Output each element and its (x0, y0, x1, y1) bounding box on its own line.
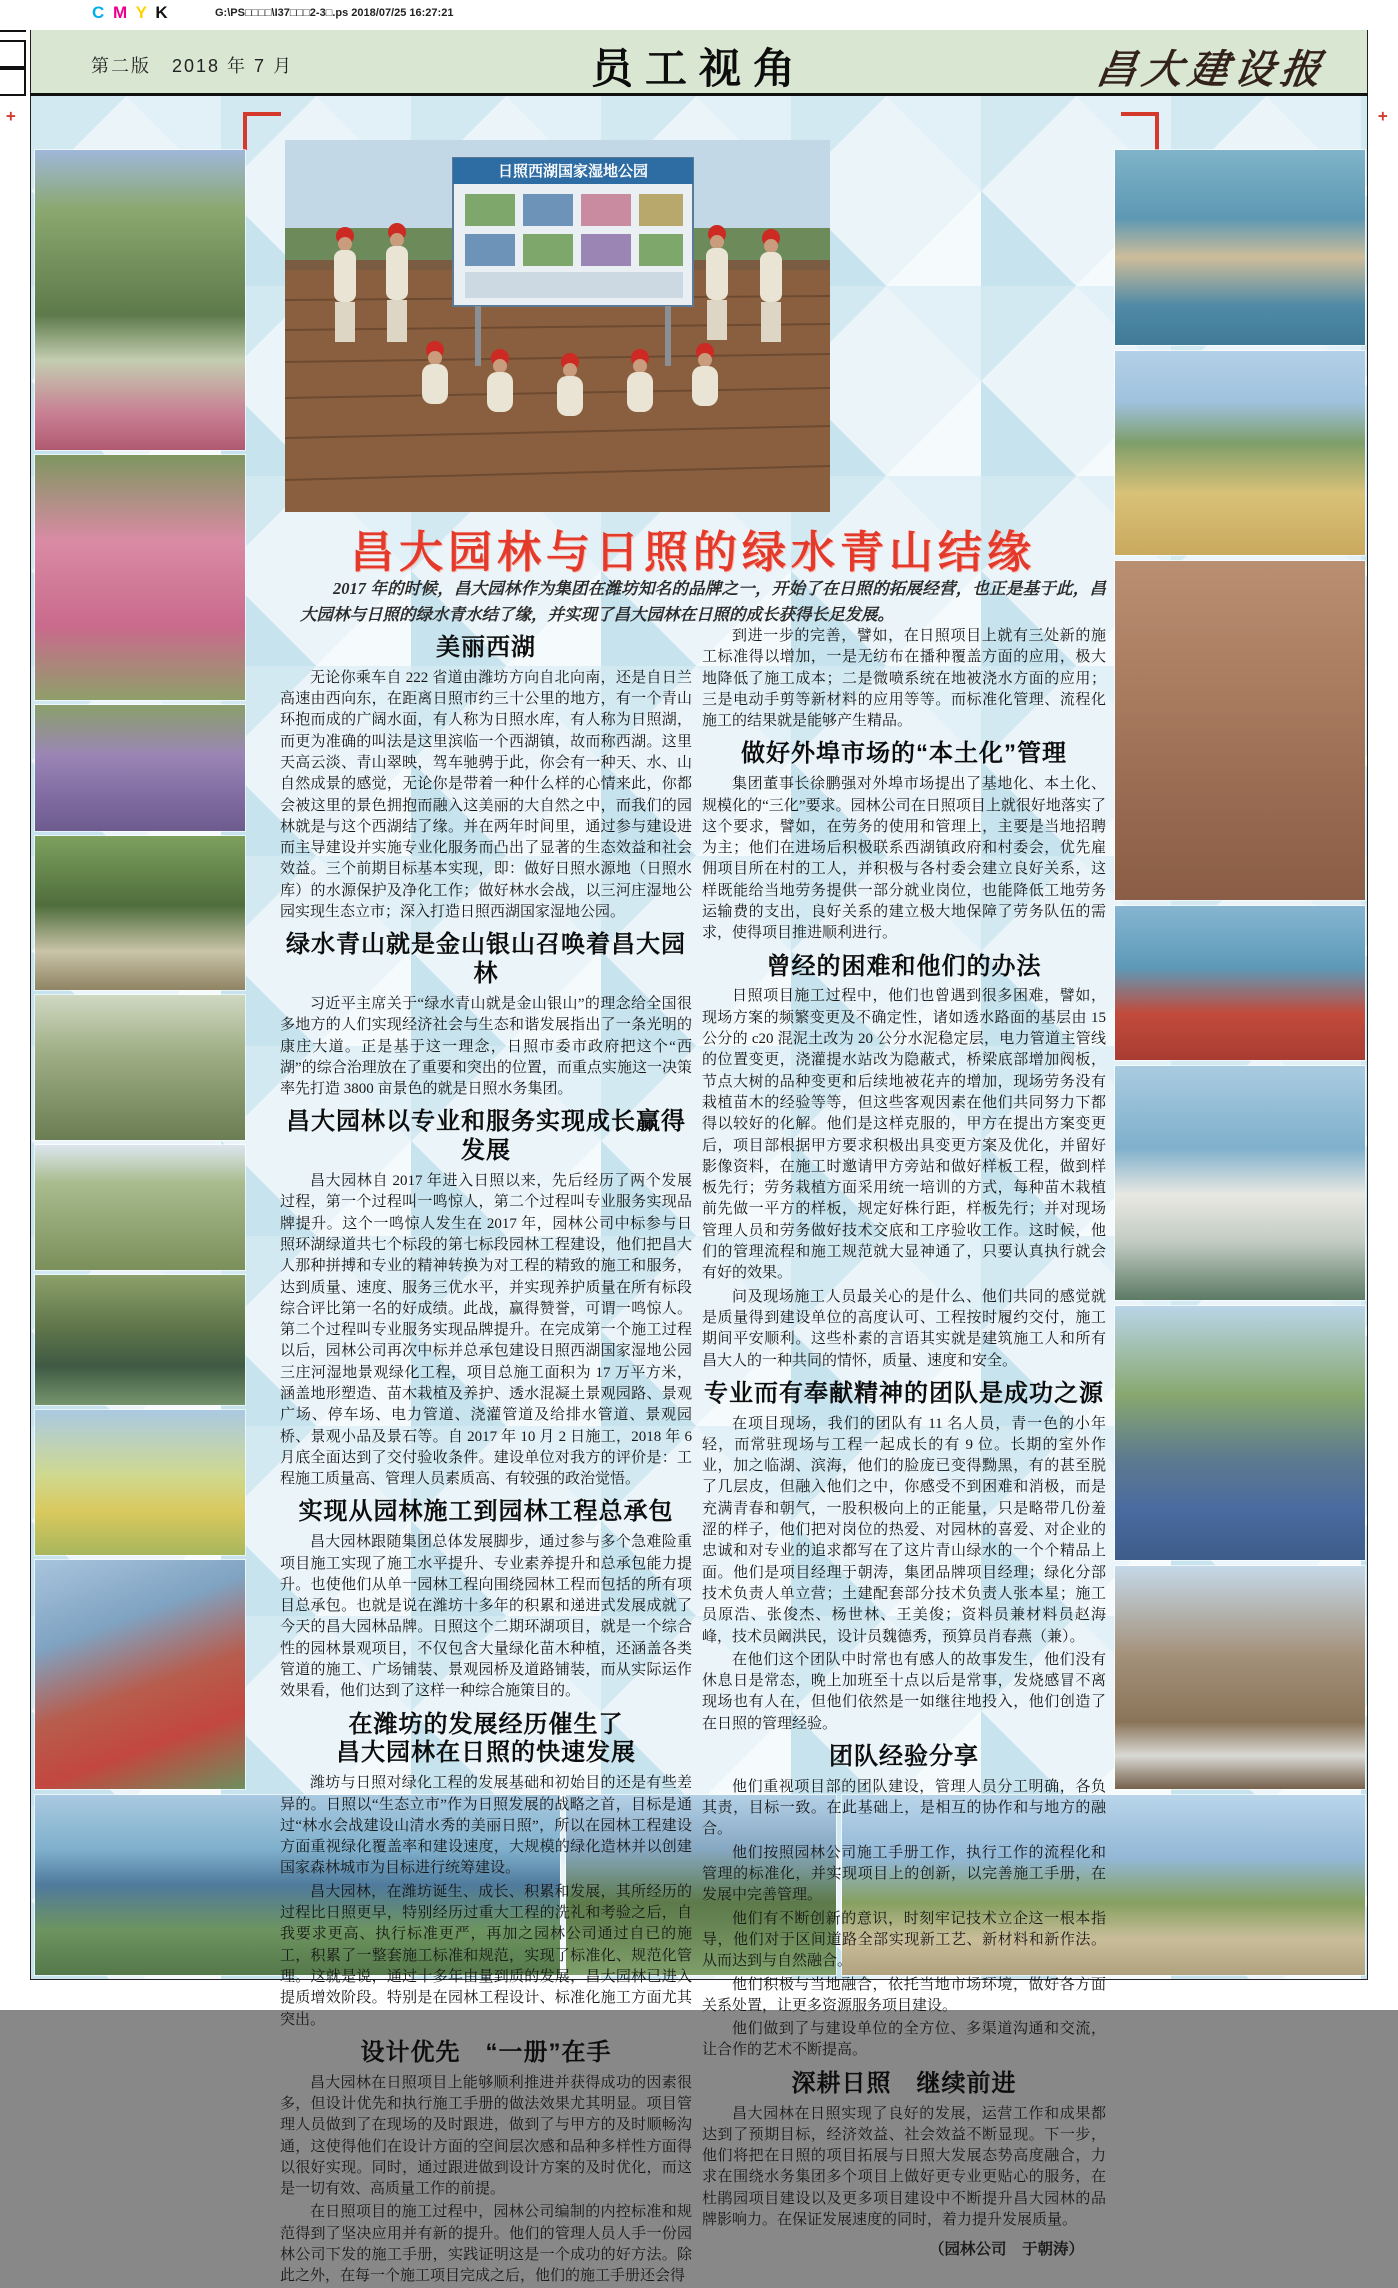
page-header (31, 30, 1367, 93)
body-paragraph: 昌大园林在日照实现了良好的发展，运营工作和成果都达到了预期目标，经济效益、社会效益不断显现。下一步，他们将把在日照的项目拓展与日照大发展态势高度融合，力求在围绕水务集团多个项目上做好更专业更贴心的服务，在杜鹃园项目建设以及更多项目建设中不断提升昌大园林的品牌影响力。在保证发展速度的同时，着力提升发展质量。 (702, 2105, 1106, 2228)
article-byline: （园林公司 于朝涛） (928, 2241, 1084, 2259)
registration-box (0, 68, 26, 96)
body-paragraph: 习近平主席关于“绿水青山就是金山银山”的理念给全国很多地方的人们实现经济社会与生态和谐发展指出了一条光明的康庄大道。正是基于这一理念，日照市委市政府把这个“西湖”的综合治理放在了重要和突出的位置，而重点实施这一决策率先打造 3800 亩景色的就是日照水务集团。 (280, 995, 692, 1098)
cmyk-marks (92, 3, 170, 23)
page-border-right (1367, 30, 1368, 1980)
register-crosshair-left: + (6, 106, 16, 125)
section-heading: 绿水青山就是金山银山召唤着昌大园林 (286, 931, 686, 988)
corner-bracket-right (1121, 112, 1159, 150)
body-paragraph: 昌大园林自 2017 年进入日照以来，先后经历了两个发展过程，第一个过程叫一鸣惊人，第二个过程叫专业服务实现品牌提升。这个一鸣惊人发生在 2017 年，园林公司中标参与日照环湖绿道共七个标段的第七标段园林工程建设，他们把昌大人那种拼搏和专业的精神转换为对工程的精致的施工和服务，达到质量、速度、服务三优水平，并实现养护质量在所有标段综合评比第一名的好成绩。此战，赢得赞誉，可谓一鸣惊人。第二个过程叫专业服务实现品牌提升。在完成第一个施工过程以后，园林公司再次中标并总承包建设日照西湖国家湿地公园三庄河湿地景观绿化工程，项目总施工面积为 17 万平方米，涵盖地形塑造、苗木栽植及养护、透水混凝土景观园路、景观广场、停车场、电力管道、浇灌管道及给排水管道、景观园桥、景观小品及景石等。自 2017 年 10 月 2 日施工，2018 年 6 月底全面达到了交付验收条件。建设单位对我方的评价是：工程施工质量高、管理人员素质高、有较强的政治觉悟。 (280, 1173, 692, 1488)
photo-yellow-meadow (35, 1410, 245, 1555)
body-paragraph: 潍坊与日照对绿化工程的发展基础和初始目的还是有些差异的。日照以“生态立市”作为日照发展的战略之首，目标是通过“林水会战建设山清水秀的美丽日照”，所以在园林工程建设方面重视绿化覆盖率和建设速度，大规模的绿化造林并以创建国家森林城市为目标进行统筹建设。 (280, 1775, 692, 1877)
newspaper-masthead: 昌大建设报 (1093, 46, 1330, 93)
body-paragraph: 日照项目施工过程中，他们也曾遇到很多困难，譬如，现场方案的频繁变更及不确定性，诸如透水路面的基层由 15 公分的 c20 混泥土改为 20 公分水泥稳定层，电力管道主管线的位置变更，浇灌提水站改为隐蔽式，桥梁底部增加阀板，节点大树的品种变更和后续地被花卉的增加，现场劳务没有栽植苗木的经验等等，但这些客观因素在他们共同努力下都得以较好的化解。他们是这样克服的，甲方在提出方案变更后，项目部根据甲方要求积极出具变更方案及优化，并留好影像资料，在施工时邀请甲方旁站和做好样板工程，做到样板先行；劳务栽植方面采用统一培训的方式，每种苗木栽植前先做一平方的样板，规定好株行距，样板先行；并对现场管理人员和劳务做好技术交底和工序验收工作。这时候，他们的管理流程和施工规范就大显神通了，只要认真执行就会有好的效果。 (702, 988, 1106, 1282)
body-paragraph: 他们重视项目部的团队建设，管理人员分工明确，各负其责，目标一致。在此基础上，是相互的协作和与地方的融合。 (702, 1778, 1106, 1838)
yellow-mark: Y (135, 3, 149, 22)
photo-red-path-water (1115, 906, 1365, 1060)
print-control-strip (0, 0, 1398, 28)
file-info: G:\PS□□□□\I37□□□2-3□.ps 2018/07/25 16:27:21 (215, 7, 454, 19)
corner-bracket-left (243, 112, 281, 150)
article-column-left (280, 626, 692, 2285)
section-heading: 曾经的困难和他们的办法 (766, 952, 1042, 980)
photo-red-path-lake (35, 1560, 245, 1789)
body-paragraph: 他们做到了与建设单位的全方位、多渠道沟通和交流，让合作的艺术不断提高。 (702, 2021, 1106, 2059)
date-label: 2018 年 7 月 (172, 56, 294, 76)
section-heading: 专业而有奉献精神的团队是成功之源 (704, 1379, 1104, 1407)
body-paragraph: 昌大园林跟随集团总体发展脚步，通过参与多个急难险重项目施工实现了施工水平提升、专业素养提升和总承包能力提升。也使他们从单一园林工程向围绕园林工程而包括的所有项目总承包。也就是说在潍坊十多年的积累和递进式发展成就了今天的昌大园林品牌。日照这个二期环湖项目，就是一个综合性的园林景观项目，不仅包含大量绿化苗木种植，还涵盖各类管道的施工、广场铺装、景观园桥及道路铺装，而从实际运作效果看，他们达到了这样一种综合施策目的。 (280, 1534, 692, 1700)
cyan-mark: C (92, 3, 107, 22)
page-section-title: 员工视角 (590, 45, 807, 92)
registration-box (0, 40, 26, 68)
section-heading: 团队经验分享 (829, 1743, 979, 1771)
body-paragraph: 集团董事长徐鹏强对外埠市场提出了基地化、本土化、规模化的“三化”要求。园林公司在日照项目上就很好地落实了这个要求，譬如，在劳务的使用和管理上，主要是当地招聘为主；他们在进场后积极联系西湖镇政府和村委会，优先雇佣项目所在村的工人，并积极与各村委会建立良好关系，这样既能给当地劳务提供一部分就业岗位，也能降低工地劳务运输费的支出，良好关系的建立极大地保障了劳务队伍的需求，使得项目推进顺利进行。 (702, 776, 1106, 942)
edition-label: 第二版 (91, 56, 151, 76)
section-heading: 美丽西湖 (436, 634, 536, 661)
photo-park-path-flowers (35, 150, 245, 450)
photo-lavender-rows (35, 705, 245, 831)
register-crosshair-right: + (1378, 106, 1388, 125)
section-heading: 昌大园林以专业和服务实现成长赢得发展 (286, 1108, 686, 1165)
section-heading: 在潍坊的发展经历催生了 昌大园林在日照的快速发展 (336, 1710, 636, 1767)
body-paragraph: 在他们这个团队中时常也有感人的故事发生，他们没有休息日是常态，晚上加班至十点以后是常事，发烧感冒不离现场也有人在，但他们依然是一如继往地投入，他们创造了在日照的管理经验。 (702, 1651, 1106, 1732)
body-paragraph: 他们积极与当地融合，依托当地市场环境，做好各方面关系处置，让更多资源服务项目建设。 (702, 1976, 1106, 2014)
section-heading: 深耕日照 继续前进 (791, 2069, 1017, 2097)
photo-river-aerial (1115, 150, 1365, 345)
body-paragraph: 到进一步的完善，譬如，在日照项目上就有三处新的施工标准得以增加，一是无纺布在播种覆盖方面的应用，极大地降低了施工成本；二是微喷系统在地被浇水方面的应用；三是电动手剪等新材料的应用等等。而标准化管理、流程化施工的结果就是能够产生精品。 (702, 628, 1106, 730)
photo-construction-pillars (1115, 1566, 1365, 1789)
photo-white-weir (1115, 1066, 1365, 1300)
page-border-bottom (30, 1979, 1368, 1980)
photo-wetland-blue-flowers (1115, 1306, 1365, 1560)
photo-young-trees (35, 995, 245, 1140)
body-paragraph: 他们按照园林公司施工手册工作，执行工作的流程化和管理的标准化，并实现项目上的创新，以完善施工手册，在发展中完善管理。 (702, 1844, 1106, 1904)
article-title: 昌大园林与日照的绿水青山结缘 (350, 528, 1036, 577)
group-photo-workers (285, 140, 830, 512)
body-paragraph: 昌大园林，在潍坊诞生、成长、积累和发展，其所经历的过程比日照更早，特别经历过重大工程的洗礼和考验之后，自我要求更高、执行标准更严，再加之园林公司通过自已的施工，积累了一整套施工标准和规范，实现了标准化、规范化管理。这就是说，通过十多年由量到质的发展，昌大园林已进入提质增效阶段。特别是在园林工程设计、标准化施工方面尤其突出。 (280, 1883, 692, 2028)
article-column-right (702, 626, 1106, 2259)
section-heading: 实现从园林施工到园林工程总承包 (298, 1498, 674, 1526)
article-intro: 2017 年的时候，昌大园林作为集团在潍坊知名的品牌之一，开始了在日照的拓展经营，也正是基于此，昌大园林与日照的绿水青水结了缘，并实现了昌大园林在日照的成长获得长足发展。 (300, 579, 1106, 624)
black-mark: K (155, 3, 170, 22)
photo-pond-rocks (35, 1275, 245, 1405)
registration-mark (0, 30, 26, 32)
photo-pink-roses (35, 455, 245, 700)
body-paragraph: 昌大园林在日照项目上能够顺利推进并获得成功的因素很多，但设计优先和执行施工手册的做法效果尤其明显。项目管理人员做到了在现场的及时跟进，做到了与甲方的及时顺畅沟通，这使得他们在设计方面的空间层次感和品种多样性方面得以很好实现。同时，通过跟进做到设计方案的及时优化，而这是一切有效、高质量工作的前提。 (280, 2074, 692, 2198)
section-heading: 设计优先 “一册”在手 (360, 2038, 612, 2066)
body-paragraph: 问及现场施工人员最关心的是什么、他们共同的感觉就是质量得到建设单位的高度认可、工程按时履约交付，施工期间平安顺利。这些朴素的言语其实就是建筑施工人和所有昌大人的一种共同的情怀，质量、速度和安全。 (702, 1288, 1106, 1369)
photo-gravel-closeup (1115, 561, 1365, 900)
sign-board-title: 日照西湖国家湿地公园 (497, 164, 649, 180)
magenta-mark: M (113, 3, 130, 22)
body-paragraph: 在日照项目的施工过程中，园林公司编制的内控标准和规范得到了坚决应用并有新的提升。他们的管理人员人手一份园林公司下发的施工手册，实践证明这是一个成功的好方法。除此之外，在每一个施工项目完成之后，他们的施工手册还会得 (280, 2204, 692, 2285)
photo-golden-field (1115, 351, 1365, 555)
photo-saplings (35, 1145, 245, 1270)
section-heading: 做好外埠市场的“本土化”管理 (741, 740, 1067, 768)
body-paragraph: 他们有不断创新的意识，时刻牢记技术立企这一根本指导，他们对于区间道路全部实现新工艺、新材料和新作法。从而达到与自然融合。 (702, 1910, 1106, 1970)
photo-green-trail (35, 836, 245, 990)
body-paragraph: 无论你乘车自 222 省道由潍坊方向自北向南，还是自日兰高速由西向东，在距离日照市约三十公里的地方，有一个青山环抱而成的广阔水面，有人称为日照水库，有人称为日照湖，而更为准确的叫法是这里滨临一个西湖镇，故而称西湖。这里天高云淡、青山翠映，驾车驰骋于此，你会有一种天、水、山自然成景的感觉，无论你是带着一种什么样的心情来此，你都会被这里的景色拥抱而融入这美丽的大自然之中，而我们的园林就是与这个西湖结了缘。并在两年时间里，通过参与建设进而主导建设并实施专业化服务而凸出了显著的生态效益和社会效益。三个前期目标基本实现，即：做好日照水源地（日照水库）的水源保护及净化工作；做好林水会战，以三河庄湿地公园实现生态立市；深入打造日照西湖国家湿地公园。 (280, 669, 692, 921)
body-paragraph: 在项目现场，我们的团队有 11 名人员，青一色的小年轻，而常驻现场与工程一起成长的有 9 位。长期的室外作业，加之临湖、滨海，他们的脸庞已变得黝黑，有的甚至脱了几层皮，但融入他们之中，你感受不到困难和消极，而是充满青春和朝气，一股积极向上的正能量，只是略带几份羞涩的样子，他们把对岗位的热爱、对园林的喜爱、对企业的忠诚和对专业的追求都写在了这片青山绿水的一个个精品上面。他们是项目经理于朝涛，集团品牌项目经理；绿化分部技术负责人单立营；土建配套部分技术负责人张本星；施工员原浩、张俊杰、杨世林、王美俊；资料员兼材料员赵海峰，技术员阚洪民，设计员魏德秀，预算员肖春燕（兼）。 (702, 1415, 1106, 1645)
